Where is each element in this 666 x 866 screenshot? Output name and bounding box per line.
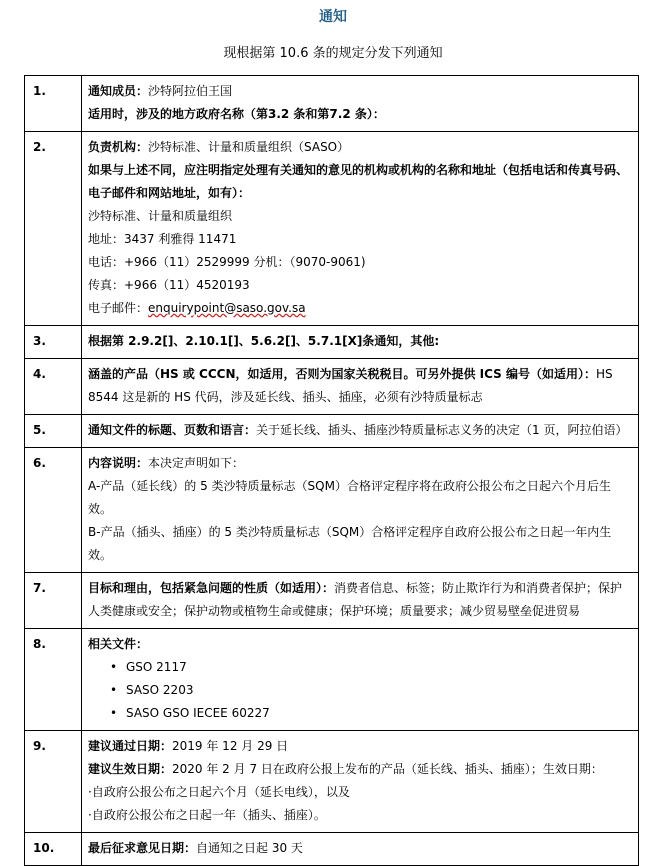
field-label: 涵盖的产品（HS 或 CCCN，如适用，否则为国家关税税目。可另外提供 ICS 编号（如适用）： bbox=[88, 367, 596, 381]
table-row bbox=[25, 132, 639, 326]
field-label: 建议通过日期： bbox=[88, 739, 173, 753]
row-content bbox=[82, 448, 639, 573]
row-content bbox=[82, 731, 639, 833]
content-item-b: B-产品（插头、插座）的 5 类沙特质量标志（SQM）合格评定程序自政府公报公布之日起一年内生效。 bbox=[88, 525, 612, 562]
table-row bbox=[25, 448, 639, 573]
row-number: 1. bbox=[25, 76, 82, 132]
row-content bbox=[82, 359, 639, 415]
field-value: 本决定声明如下： bbox=[148, 456, 245, 470]
field-label: 适用时，涉及的地方政府名称（第3.2 条和第7.2 条）： bbox=[88, 107, 385, 121]
effective-item: ·自政府公报公布之日起一年（插头、插座）。 bbox=[88, 808, 326, 822]
row-number: 8. bbox=[25, 629, 82, 731]
row-number: 5. bbox=[25, 415, 82, 448]
row-number: 6. bbox=[25, 448, 82, 573]
field-value: HS 8544 这是新的 HS 代码，涉及延长线、插头、插座，必须有沙特质量标志 bbox=[88, 367, 613, 404]
field-label: 通知文件的标题、页数和语言： bbox=[88, 423, 257, 437]
field-label: 负责机构： bbox=[88, 140, 149, 154]
table-row bbox=[25, 731, 639, 833]
row-number: 2. bbox=[25, 132, 82, 326]
notice-table bbox=[24, 75, 639, 866]
field-value: 2019 年 12 月 29 日 bbox=[172, 739, 289, 753]
field-label: 建议生效日期： bbox=[88, 762, 173, 776]
agency-fax: 传真：+966（11）4520193 bbox=[88, 278, 250, 292]
page-subtitle: 现根据第 10.6 条的规定分发下列通知 bbox=[223, 46, 443, 61]
field-value: 沙特标准、计量和质量组织（SASO） bbox=[148, 140, 350, 154]
table-row bbox=[25, 629, 639, 731]
row-content bbox=[82, 573, 639, 629]
field-value: 沙特阿拉伯王国 bbox=[148, 84, 233, 98]
field-label: 内容说明： bbox=[88, 456, 149, 470]
row-content bbox=[82, 132, 639, 326]
field-label: 通知成员： bbox=[88, 84, 149, 98]
field-label: 根据第 2.9.2[]、2.10.1[]、5.6.2[]、5.7.1[X]条通知，其他: bbox=[88, 334, 440, 348]
field-value: 2020 年 2 月 7 日在政府公报上发布的产品（延长线、插头、插座）；生效日期： bbox=[172, 762, 603, 776]
field-value: 消费者信息、标签；防止欺诈行为和消费者保护；保护人类健康或安全；保护动物或植物生命或健康；保护环境；质量要求；减少贸易壁垒促进贸易 bbox=[88, 581, 623, 618]
table-row bbox=[25, 359, 639, 415]
agency-name: 沙特标准、计量和质量组织 bbox=[88, 209, 233, 223]
row-number: 4. bbox=[25, 359, 82, 415]
row-number: 9. bbox=[25, 731, 82, 833]
content-item-a: A-产品（延长线）的 5 类沙特质量标志（SQM）合格评定程序将在政府公报公布之日起六个月后生效。 bbox=[88, 479, 611, 516]
agency-phone: 电话：+966（11）2529999 分机：（9070-9061) bbox=[88, 255, 366, 269]
related-documents-list bbox=[88, 656, 632, 725]
row-number: 3. bbox=[25, 326, 82, 359]
row-content bbox=[82, 415, 639, 448]
page-title: 通知 bbox=[319, 9, 347, 25]
list-item: • SASO 2203 bbox=[116, 679, 632, 702]
table-row bbox=[25, 326, 639, 359]
row-content bbox=[82, 326, 639, 359]
row-content bbox=[82, 629, 639, 731]
table-row bbox=[25, 833, 639, 866]
field-value: 关于延长线、插头、插座沙特质量标志义务的决定（1 页，阿拉伯语） bbox=[256, 423, 628, 437]
list-item: • SASO GSO IECEE 60227 bbox=[116, 702, 632, 725]
table-row bbox=[25, 415, 639, 448]
field-label: 如果与上述不同，应注明指定处理有关通知的意见的机构或机构的名称和地址（包括电话和传真号码、电子邮件和网站地址，如有）： bbox=[88, 163, 629, 200]
table-row bbox=[25, 573, 639, 629]
field-value: 自通知之日起 30 天 bbox=[196, 841, 303, 855]
list-item: • GSO 2117 bbox=[116, 656, 632, 679]
row-number: 7. bbox=[25, 573, 82, 629]
email-label: 电子邮件： bbox=[88, 301, 149, 315]
agency-address: 地址：3437 利雅得 11471 bbox=[88, 232, 237, 246]
row-number: 10. bbox=[25, 833, 82, 866]
table-row bbox=[25, 76, 639, 132]
row-content bbox=[82, 833, 639, 866]
field-label: 目标和理由，包括紧急问题的性质（如适用）： bbox=[88, 581, 335, 595]
email-link[interactable]: enquirypoint@saso.gov.sa bbox=[148, 301, 306, 315]
row-content bbox=[82, 76, 639, 132]
effective-item: ·自政府公报公布之日起六个月（延长电线），以及 bbox=[88, 785, 350, 799]
field-label: 最后征求意见日期： bbox=[88, 841, 197, 855]
field-label: 相关文件： bbox=[88, 637, 149, 651]
